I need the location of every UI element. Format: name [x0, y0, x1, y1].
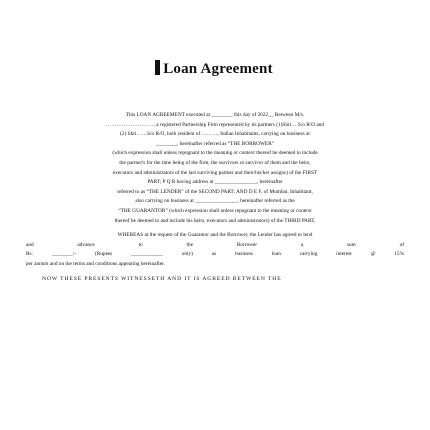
agreement-line: executors and administrators of the last surviving partner and their/his/her assigns) of the FIRST — [112, 169, 318, 176]
agreement-line: Rs. ________/- (Rupees ____________ only) as business loan carrying interest @ 15% — [26, 251, 404, 258]
text-cursor — [155, 60, 160, 75]
agreement-line: “THE GUARANTOR” (which expression shall unless repugnant to the meaning or context — [118, 207, 312, 214]
agreement-line: WHEREAS at the request of the Guarantor and the Borrower, the Lender has agreed to lend — [117, 232, 313, 239]
agreement-line: ………………………, a registered Partnership Firm represented by its partners (1)Shri… S/o R/O and — [105, 121, 325, 128]
agreement-line: and advance to the Borrower a sum of — [26, 241, 404, 248]
agreement-line: PART; P Q R having address at ________________, hereinafter — [147, 179, 283, 186]
document-title — [0, 60, 430, 78]
agreement-line: NOW THESE PRESENTS WITNESSETH AND IT IS AGREED BETWEEN THE — [42, 275, 282, 282]
agreement-line: also carrying on business at ________________, hereinafter referred as the — [135, 198, 295, 205]
agreement-line: the partner's for the time being of the firm, the survivors or survivor of them and the heirs, — [119, 159, 311, 166]
agreement-line: (which expression shall unless repugnant to the meaning or context thereof be deemed to include — [112, 150, 318, 157]
agreement-line: (2) Shri……S/o R/O, both resident of ………, Indian Inhabitants, carrying on business at — [120, 131, 310, 138]
agreement-body — [26, 111, 404, 284]
title-text: Loan Agreement — [163, 61, 273, 77]
agreement-line: referred to as “THE LENDER” of the SECOND PART; AND D E F, of Mumbai, Inhabitant, — [117, 188, 313, 195]
agreement-line: thereof be deemed to and include his heirs, executors and administrators) of the THIRD PART, — [114, 217, 316, 224]
agreement-line: per annum and on the terms and conditions appearing hereinafter. — [26, 260, 165, 267]
agreement-line: ________, hereinafter referred as “THE BORROWER” — [155, 140, 275, 147]
agreement-line: This LOAN AGREEMENT executed at ________ this day of 2022__ Between M/s. — [125, 112, 305, 118]
